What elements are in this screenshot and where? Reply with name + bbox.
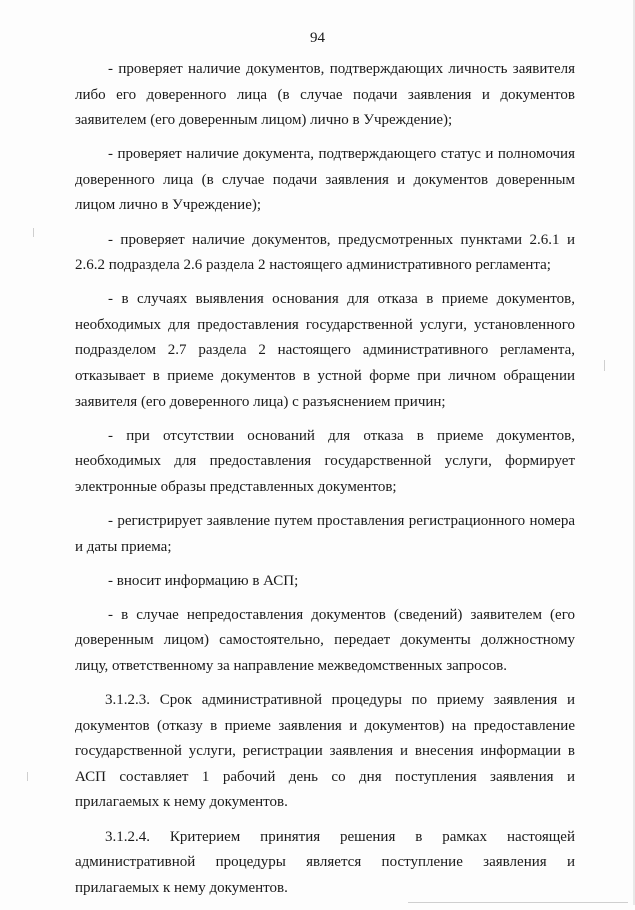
paragraph-interagency-requests: - в случае непредоставления документов (сведений) заявителем (его доверенным лицом) самостоятельно, передает документы должностному лицу, ответственному за направление межведомственных запросов. [75, 606, 575, 674]
paragraph-section-3-1-2-3: 3.1.2.3. Срок административной процедуры по приему заявления и документов (отказу в приеме заявления и документов) на предоставление государственной услуги, регистрации заявления и внесения информации в АСП составляет 1 рабочий день со дня поступления заявления и прилагаемых к нему документов. [75, 692, 575, 811]
scan-speck [33, 228, 34, 237]
page-number: 94 [310, 30, 325, 46]
scan-bottom-line [408, 902, 628, 903]
document-body [75, 57, 575, 910]
scan-speck [27, 772, 28, 781]
paragraph-refusal: - в случаях выявления основания для отказа в приеме документов, необходимых для предоставления государственной услуги, установленного подразделом 2.7 раздела 2 настоящего административного регламента, отказывает в приеме документов в устной форме при личном обращении заявителя (его доверенного лица) с разъяснением причин; [75, 291, 575, 410]
paragraph-asp-entry: - вносит информацию в АСП; [108, 572, 299, 589]
paragraph-authority-check: - проверяет наличие документа, подтверждающего статус и полномочия доверенного лица (в случае подачи заявления и документов доверенным лицом лично в Учреждение); [75, 146, 575, 214]
paragraph-section-3-1-2-4: 3.1.2.4. Критерием принятия решения в рамках настоящей административной процедуры является поступление заявления и прилагаемых к нему документов. [75, 828, 575, 896]
paragraph-documents-check: - проверяет наличие документов, предусмотренных пунктами 2.6.1 и 2.6.2 подраздела 2.6 раздела 2 настоящего административного регламента; [75, 231, 575, 274]
paragraph-identity-check: - проверяет наличие документов, подтверждающих личность заявителя либо его доверенного лица (в случае подачи заявления и документов заявителем (его доверенным лицом) лично в Учреждение); [75, 61, 575, 129]
paragraph-registration: - регистрирует заявление путем проставления регистрационного номера и даты приема; [75, 513, 575, 555]
scan-speck [604, 360, 605, 371]
paragraph-electronic-images: - при отсутствии оснований для отказа в приеме документов, необходимых для предоставления государственной услуги, формирует электронные образы представленных документов; [75, 427, 575, 495]
